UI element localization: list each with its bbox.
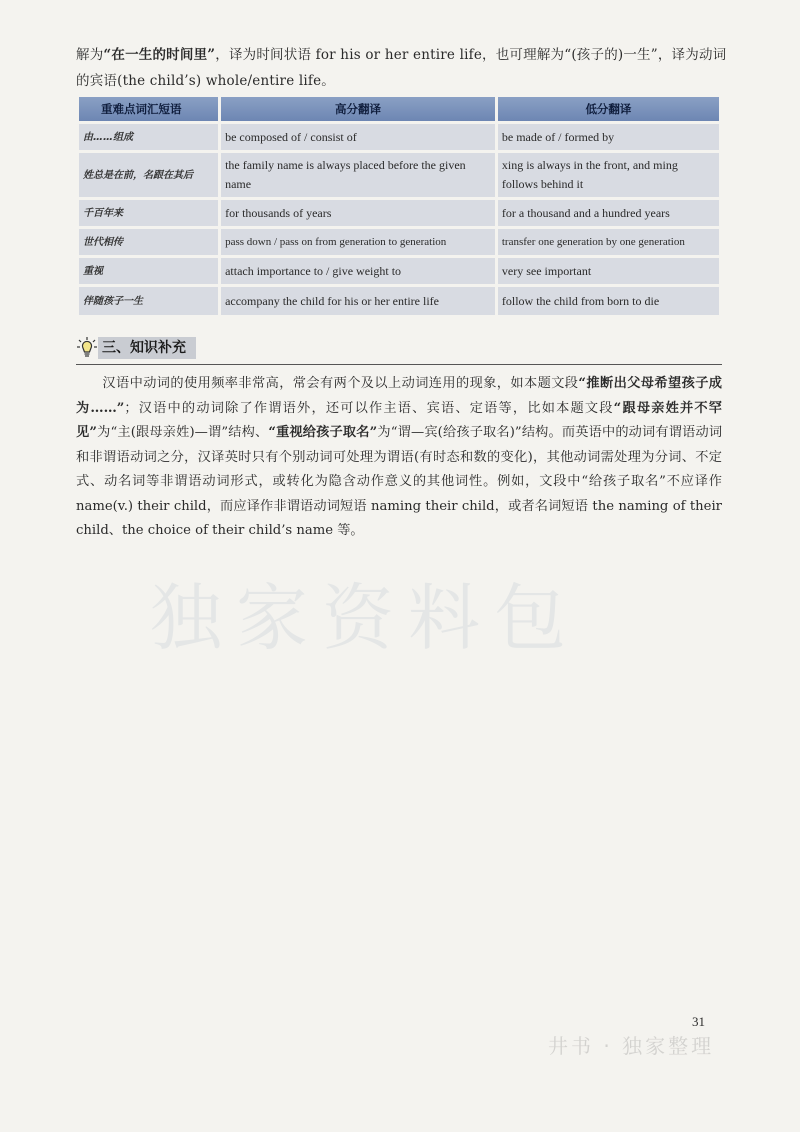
cell-high: attach importance to / give weight to (221, 258, 495, 284)
header-high-score: 高分翻译 (221, 97, 495, 121)
cell-chinese: 世代相传 (79, 229, 218, 255)
cell-high: accompany the child for his or her entire life (221, 287, 495, 315)
body-text: ；汉语中的动词除了作谓语外，还可以作主语、宾语、定语等，比如本题文段 (124, 400, 614, 416)
table-row (79, 153, 719, 197)
intro-paragraph (76, 42, 728, 94)
vocabulary-table (76, 94, 722, 318)
page-number: 31 (692, 1014, 705, 1029)
section-title: 三、知识补充 (98, 337, 196, 359)
cell-chinese: 重视 (79, 258, 218, 284)
table-row (79, 124, 719, 150)
supplement-paragraph (76, 372, 722, 544)
table-header-row (79, 97, 719, 121)
cell-chinese: 伴随孩子一生 (79, 287, 218, 315)
body-emphasis: “推断出父母希望孩子成为……” (76, 376, 722, 416)
section-header (76, 334, 722, 365)
intro-quote: “在一生的时间里” (103, 47, 216, 63)
cell-high: pass down / pass on from generation to generation (221, 229, 495, 255)
cell-chinese: 千百年来 (79, 200, 218, 226)
header-key-phrases: 重难点词汇短语 (79, 97, 218, 121)
cell-chinese: 姓总是在前，名跟在其后 (79, 153, 218, 197)
body-text: 汉语中动词的使用频率非常高，常会有两个及以上动词连用的现象，如本题文段 (102, 376, 579, 391)
table-row (79, 200, 719, 226)
cell-chinese: 由……组成 (79, 124, 218, 150)
cell-low: very see important (498, 258, 719, 284)
cell-high: be composed of / consist of (221, 124, 495, 150)
watermark: 独家资料包 (150, 576, 581, 660)
table-row (79, 287, 719, 315)
table-row (79, 258, 719, 284)
intro-text-2: ，译为时间状语 for his or her entire life，也可理解为“(孩子的)一生”，译为动词的宾语(the child’s) whole/entire life。 (76, 47, 727, 89)
cell-high: for thousands of years (221, 200, 495, 226)
body-emphasis: “重视给孩子取名” (268, 425, 378, 440)
body-emphasis: “跟母亲姓并不罕见” (76, 400, 722, 440)
lightbulb-icon (76, 336, 98, 360)
intro-text-1: 解为 (76, 47, 104, 63)
cell-low: transfer one generation by one generation (498, 229, 719, 255)
footer-watermark: 井书 · 独家整理 (548, 1034, 715, 1058)
cell-low: for a thousand and a hundred years (498, 200, 719, 226)
table-row (79, 229, 719, 255)
cell-low: be made of / formed by (498, 124, 719, 150)
cell-low: xing is always in the front, and ming follows behind it (498, 153, 719, 197)
cell-high: the family name is always placed before the given name (221, 153, 495, 197)
header-low-score: 低分翻译 (498, 97, 719, 121)
cell-low: follow the child from born to die (498, 287, 719, 315)
body-text: 为“主(跟母亲姓)—谓”结构、 (96, 425, 269, 440)
body-text: 为“谓—宾(给孩子取名)”结构。而英语中的动词有谓语动词和非谓语动词之分，汉译英时只有个别动词可处理为谓语(有时态和数的变化)，其他动词需处理为分词、不定式、动名词等非谓语动词形式，或转化为隐含动作意义的其他词性。例如，文段中“给孩子取名”不应译作 name(v.) their child，而应译作非谓语动词短语 naming their child，或者名词短语 the naming of their child、the choice of their child’s name 等。 (76, 425, 723, 538)
